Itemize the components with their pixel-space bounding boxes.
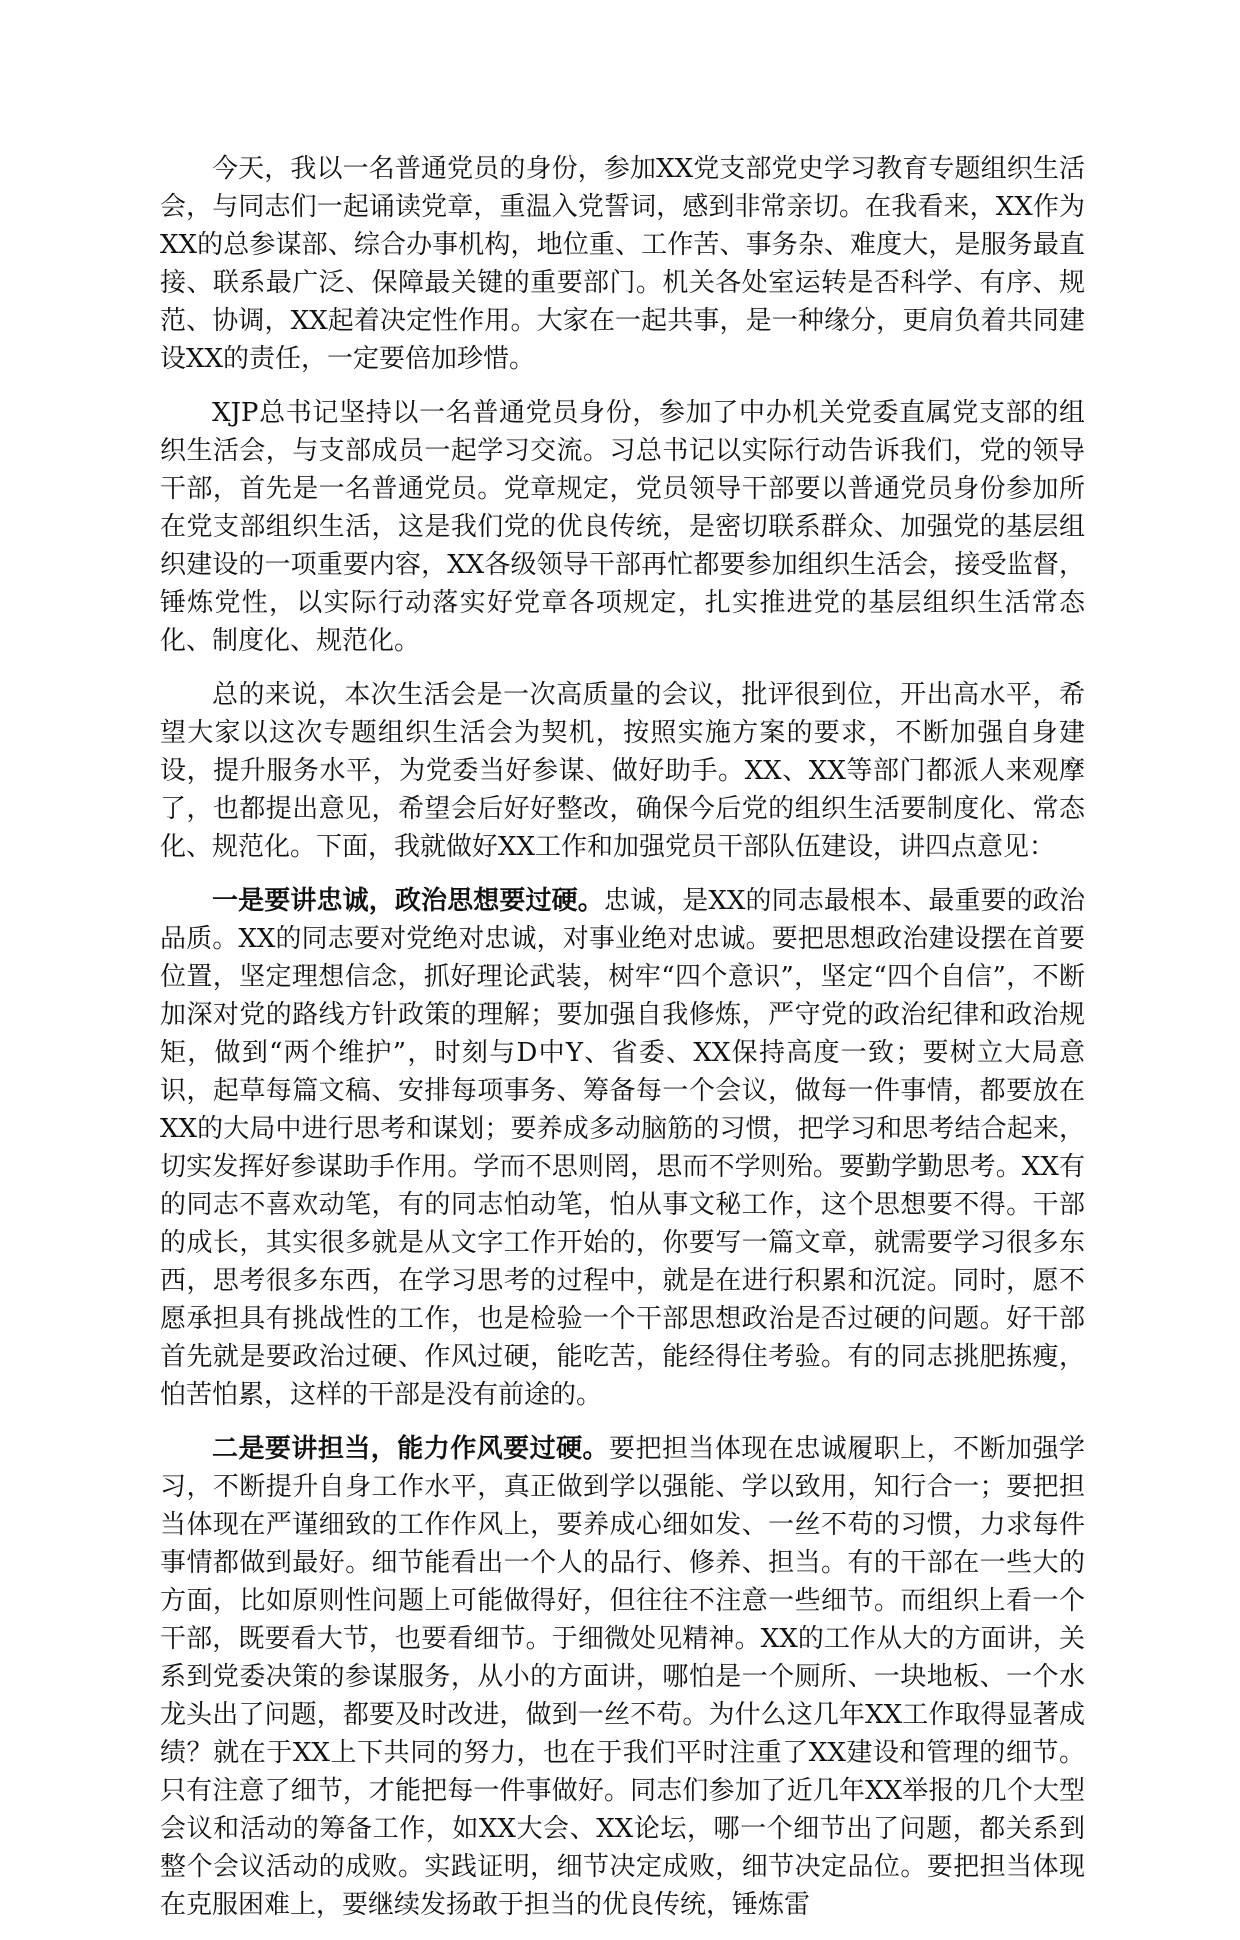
- paragraph-point-one: [160, 882, 1085, 1414]
- paragraph-text: 总的来说，本次生活会是一次高质量的会议，批评很到位，开出高水平，希望大家以这次专题组织生活会为契机，按照实施方案的要求，不断加强自身建设，提升服务水平，为党委当好参谋、做好助手。XX、XX等部门都派人来观摩了，也都提出意见，希望会后好好整改，确保今后党的组织生活要制度化、常态化、规范化。下面，我就做好XX工作和加强党员干部队伍建设，讲四点意见：: [160, 680, 1085, 862]
- paragraph-opening: [160, 150, 1085, 378]
- document-body: [160, 150, 1085, 1940]
- paragraph-summary: [160, 676, 1085, 866]
- paragraph-text: 忠诚，是XX的同志最根本、最重要的政治品质。XX的同志要对党绝对忠诚，对事业绝对忠诚。要把思想政治建设摆在首要位置，坚定理想信念，抓好理论武装，树牢“四个意识”，坚定“四个自信”，不断加深对党的路线方针政策的理解；要加强自我修炼，严守党的政治纪律和政治规矩，做到“两个维护”，时刻与D中Y、省委、XX保持高度一致；要树立大局意识，起草每篇文稿、安排每项事务、筹备每一个会议，做每一件事情，都要放在XX的大局中进行思考和谋划；要养成多动脑筋的习惯，把学习和思考结合起来，切实发挥好参谋助手作用。学而不思则罔，思而不学则殆。要勤学勤思考。XX有的同志不喜欢动笔，有的同志怕动笔，怕从事文秘工作，这个思想要不得。干部的成长，其实很多就是从文字工作开始的，你要写一篇文章，就需要学习很多东西，思考很多东西，在学习思考的过程中，就是在进行积累和沉淀。同时，愿不愿承担具有挑战性的工作，也是检验一个干部思想政治是否过硬的问题。好干部首先就是要政治过硬、作风过硬，能吃苦，能经得住考验。有的同志挑肥拣瘦，怕苦怕累，这样的干部是没有前途的。: [160, 886, 1085, 1410]
- paragraph-lead-heading: 二是要讲担当，能力作风要过硬。: [212, 1434, 610, 1464]
- paragraph-point-two: [160, 1430, 1085, 1924]
- paragraph-text: XJP总书记坚持以一名普通党员身份，参加了中办机关党委直属党支部的组织生活会，与支部成员一起学习交流。习总书记以实际行动告诉我们，党的领导干部，首先是一名普通党员。党章规定，党员领导干部要以普通党员身份参加所在党支部组织生活，这是我们党的优良传统，是密切联系群众、加强党的基层组织建设的一项重要内容，XX各级领导干部再忙都要参加组织生活会，接受监督，锤炼党性，以实际行动落实好党章各项规定，扎实推进党的基层组织生活常态化、制度化、规范化。: [160, 398, 1085, 656]
- paragraph-xjp: [160, 394, 1085, 660]
- paragraph-text: 要把担当体现在忠诚履职上，不断加强学习，不断提升自身工作水平，真正做到学以强能、学以致用，知行合一；要把担当体现在严谨细致的工作作风上，要养成心细如发、一丝不苟的习惯，力求每件事情都做到最好。细节能看出一个人的品行、修养、担当。有的干部在一些大的方面，比如原则性问题上可能做得好，但往往不注意一些细节。而组织上看一个干部，既要看大节，也要看细节。于细微处见精神。XX的工作从大的方面讲，关系到党委决策的参谋服务，从小的方面讲，哪怕是一个厕所、一块地板、一个水龙头出了问题，都要及时改进，做到一丝不苟。为什么这几年XX工作取得显著成绩？就在于XX上下共同的努力，也在于我们平时注重了XX建设和管理的细节。只有注意了细节，才能把每一件事做好。同志们参加了近几年XX举报的几个大型会议和活动的筹备工作，如XX大会、XX论坛，哪一个细节出了问题，都关系到整个会议活动的成败。实践证明，细节决定成败，细节决定品位。要把担当体现在克服困难上，要继续发扬敢于担当的优良传统，锤炼雷: [160, 1434, 1085, 1920]
- paragraph-text: 今天，我以一名普通党员的身份，参加XX党支部党史学习教育专题组织生活会，与同志们一起诵读党章，重温入党誓词，感到非常亲切。在我看来，XX作为XX的总参谋部、综合办事机构，地位重、工作苦、事务杂、难度大，是服务最直接、联系最广泛、保障最关键的重要部门。机关各处室运转是否科学、有序、规范、协调，XX起着决定性作用。大家在一起共事，是一种缘分，更肩负着共同建设XX的责任，一定要倍加珍惜。: [160, 154, 1085, 374]
- paragraph-lead-heading: 一是要讲忠诚，政治思想要过硬。: [212, 886, 604, 916]
